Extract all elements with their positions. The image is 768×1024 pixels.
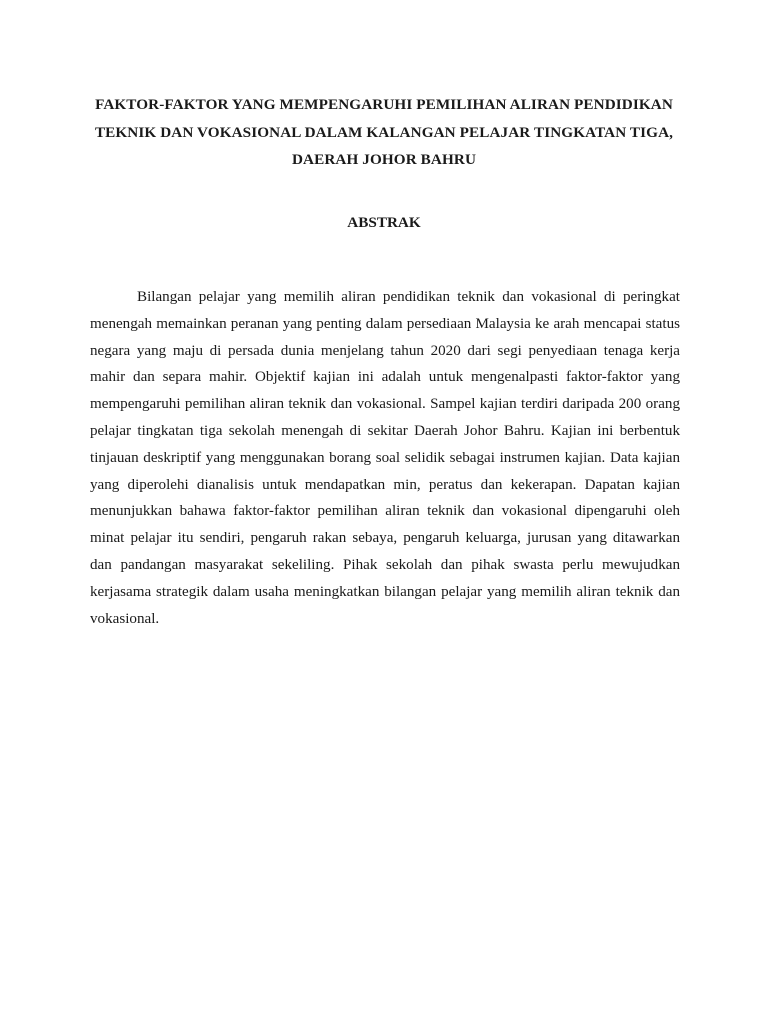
title-line: FAKTOR-FAKTOR YANG MEMPENGARUHI PEMILIHAN ALIRAN PENDIDIKAN — [95, 96, 673, 113]
abstract-line: kerjasama strategik dalam usaha meningkatkan bilangan pelajar yang memilih aliran teknik dan — [90, 583, 680, 600]
abstract-paragraph — [90, 284, 680, 632]
document-title — [90, 91, 678, 174]
abstract-line: vokasional. — [90, 610, 160, 627]
abstract-heading: ABSTRAK — [347, 214, 421, 231]
title-line: TEKNIK DAN VOKASIONAL DALAM KALANGAN PELAJAR TINGKATAN TIGA, — [94, 123, 674, 141]
abstract-line: pelajar tingkatan tiga sekolah menengah di sekitar Daerah Johor Bahru. Kajian ini berbentuk — [90, 422, 680, 439]
abstract-line: menunjukkan bahawa faktor-faktor pemilihan aliran teknik dan vokasional dipengaruhi oleh — [90, 503, 680, 520]
abstract-line: mahir dan separa mahir. Objektif kajian ini adalah untuk mengenalpasti faktor-faktor yang — [90, 369, 680, 386]
abstract-line: negara yang maju di persada dunia menjelang tahun 2020 dari segi penyediaan tenaga kerja — [90, 342, 680, 359]
title-line: DAERAH JOHOR BAHRU — [291, 151, 477, 168]
abstract-line: Bilangan pelajar yang memilih aliran pendidikan teknik dan vokasional di peringkat — [137, 289, 680, 305]
abstract-line: tinjauan deskriptif yang menggunakan borang soal selidik sebagai instrumen kajian. Data kajian — [90, 449, 680, 466]
abstract-line: mempengaruhi pemilihan aliran teknik dan vokasional. Sampel kajian terdiri daripada 200 orang — [90, 396, 680, 413]
abstract-line: minat pelajar itu sendiri, pengaruh rakan sebaya, pengaruh keluarga, jurusan yang ditawarkan — [90, 530, 680, 547]
abstract-line: menengah memainkan peranan yang penting dalam persediaan Malaysia ke arah mencapai status — [90, 315, 680, 332]
abstract-line: dan pandangan masyarakat sekeliling. Pihak sekolah dan pihak swasta perlu mewujudkan — [90, 556, 680, 573]
abstract-line: yang diperolehi dianalisis untuk mendapatkan min, peratus dan kekerapan. Dapatan kajian — [90, 476, 680, 493]
